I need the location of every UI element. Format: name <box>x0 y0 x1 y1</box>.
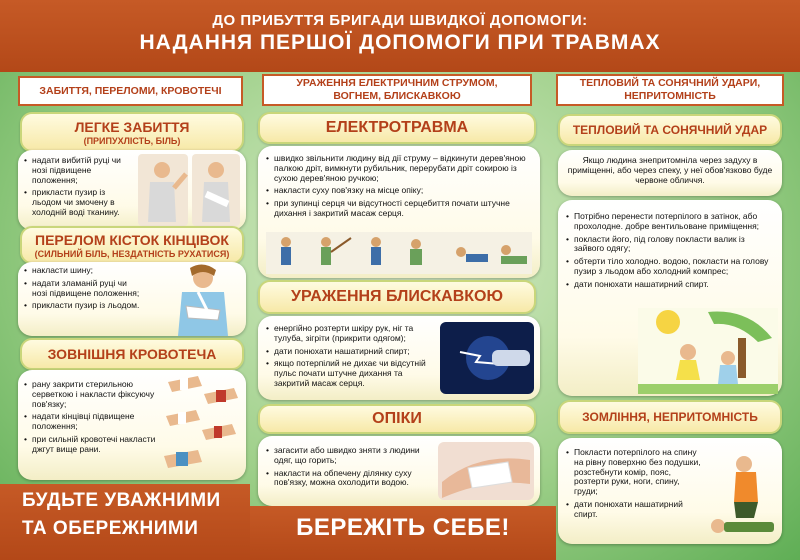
lightning-item-3: • якщо потерпілий не дихає чи відсутній пульс почати штучне дихання та закритий масаж серця. <box>266 359 434 388</box>
fainting-card <box>558 438 782 544</box>
title-line-2: НАДАННЯ ПЕРШОЇ ДОПОМОГИ ПРИ ТРАВМАХ <box>139 31 661 54</box>
burns-title: ОПІКИ <box>372 410 422 427</box>
bruise-illustration <box>136 152 242 228</box>
bleeding-item-3: • при сильній кровотечі накласти джгут вище рани. <box>24 435 156 455</box>
bleeding-illustration <box>158 372 244 476</box>
lightning-item-2: • дати понюхати нашатирний спирт; <box>266 347 434 357</box>
fainting-item-1: • Покласти потерпілого на спину на рівну поверхню без подушки, розстебнути комір, пояс, розтерти руки, ноги, спину, груди; <box>566 448 704 497</box>
fainting-title: ЗОМЛІННЯ, НЕПРИТОМНІСТЬ <box>582 410 758 424</box>
bleeding-card <box>18 370 246 480</box>
burns-item-2: • накласти на обпечену ділянку суху пов'язку, можна охолодити водою. <box>266 469 432 489</box>
fracture-title: ПЕРЕЛОМ КІСТОК КІНЦІВОК <box>35 231 229 248</box>
footer-line-2: ТА ОБЕРЕЖНИМИ <box>22 518 199 539</box>
column-header-left: ЗАБИТТЯ, ПЕРЕЛОМИ, КРОВОТЕЧІ <box>18 76 243 106</box>
burns-item-1: • загасити або швидко зняти з людини одяг, що горить; <box>266 446 432 466</box>
burns-illustration <box>438 442 534 500</box>
bleeding-item-2: • надати кінцівці підвищене положення; <box>24 412 156 432</box>
fainting-illustration <box>706 452 778 540</box>
fracture-list <box>24 266 144 314</box>
heatstroke-card <box>558 200 782 396</box>
electro-heading <box>258 112 536 144</box>
lightning-list <box>266 324 434 392</box>
bruise-item-1: • надати вибитій руці чи нозі підвищене положення; <box>24 156 128 185</box>
electro-title: ЕЛЕКТРОТРАВМА <box>325 119 469 136</box>
electro-item-2: • накласти суху пов'язку на місце опіку; <box>266 186 532 196</box>
heatstroke-item-2: • покласти його, під голову покласти валик із зайвого одягу; <box>566 235 776 255</box>
bleeding-list <box>24 380 156 457</box>
heatstroke-intro-card <box>558 150 782 196</box>
bleeding-heading <box>20 338 244 370</box>
electro-illustration <box>266 232 532 274</box>
title-banner <box>0 0 800 72</box>
bruise-item-2: • прикласти пузир із льодом чи змочену в холодній воді тканину. <box>24 188 128 217</box>
heatstroke-intro: Якщо людина знепритомніла через задуху в приміщенні, або через спеку, у неї обов'язково буде червоне обличчя. <box>567 155 773 185</box>
heatstroke-heading <box>558 114 782 146</box>
fainting-list <box>566 448 704 522</box>
title-line-1: ДО ПРИБУТТЯ БРИГАДИ ШВИДКОЇ ДОПОМОГИ: <box>212 12 588 29</box>
fracture-item-1: • накласти шину; <box>24 266 144 276</box>
footer-left-banner <box>0 484 250 560</box>
bruise-list <box>24 156 128 221</box>
fracture-card <box>18 262 246 336</box>
bruise-card <box>18 150 246 230</box>
footer-line-1: БУДЬТЕ УВАЖНИМИ <box>22 490 221 511</box>
fainting-item-2: • дати понюхати нашатирний спирт. <box>566 500 704 520</box>
bleeding-title: ЗОВНІШНЯ КРОВОТЕЧА <box>47 346 217 362</box>
bruise-title: ЛЕГКЕ ЗАБИТТЯ <box>74 118 190 135</box>
electro-list <box>266 154 532 222</box>
lightning-item-1: • енергійно розтерти шкіру рук, ніг та тулуба, зігріти (прикрити одягом); <box>266 324 434 344</box>
heatstroke-item-1: • Потрібно перенести потерпілого в затінок, або прохолодне. добре вентильоване приміщення; <box>566 212 776 232</box>
heatstroke-title: ТЕПЛОВИЙ ТА СОНЯЧНИЙ УДАР <box>572 123 768 137</box>
heatstroke-item-3: • обтерти тіло холодно. водою, покласти на голову пузир з льодом або холодний компрес; <box>566 257 776 277</box>
bruise-heading <box>20 112 244 152</box>
footer-center-text: БЕРЕЖІТЬ СЕБЕ! <box>296 514 510 541</box>
fracture-item-2: • надати зламаній руці чи нозі підвищене положення; <box>24 279 144 299</box>
column-header-right: ТЕПЛОВИЙ ТА СОНЯЧНИЙ УДАРИ, НЕПРИТОМНІСТЬ <box>556 74 784 106</box>
heatstroke-list <box>566 212 776 292</box>
burns-list <box>266 446 432 491</box>
heatstroke-item-4: • дати понюхати нашатирний спирт. <box>566 280 776 290</box>
fracture-illustration <box>168 264 238 336</box>
lightning-title: УРАЖЕННЯ БЛИСКАВКОЮ <box>291 288 503 305</box>
electro-item-3: • при зупинці серця чи відсутності серцебиття почати штучне дихання і закритий масаж серця. <box>266 199 532 219</box>
lightning-illustration <box>440 322 534 394</box>
fracture-subtitle: (СИЛЬНИЙ БІЛЬ, НЕЗДАТНІСТЬ РУХАТИСЯ) <box>34 248 230 259</box>
burns-heading <box>258 404 536 434</box>
burns-card <box>258 436 540 506</box>
column-header-middle: УРАЖЕННЯ ЕЛЕКТРИЧНИМ СТРУМОМ, ВОГНЕМ, БЛИСКАВКОЮ <box>262 74 532 106</box>
fracture-heading <box>20 226 244 264</box>
fracture-item-3: • прикласти пузир із льодом. <box>24 301 144 311</box>
lightning-heading <box>258 280 536 314</box>
bruise-subtitle: (ПРИПУХЛІСТЬ, БІЛЬ) <box>83 135 181 146</box>
footer-center-banner <box>250 506 556 560</box>
electro-item-1: • швидко звільнити людину від дії струму – відкинути дерев'яною палкою дріт, вимкнути рубильник, перерубати дріт сокирою із сухою дерев'яною ручкою; <box>266 154 532 183</box>
fainting-heading <box>558 400 782 434</box>
heatstroke-illustration <box>638 308 778 394</box>
electro-card <box>258 146 540 278</box>
bleeding-item-1: • рану закрити стерильною серветкою і накласти фіксуючу пов'язку; <box>24 380 156 409</box>
lightning-card <box>258 316 540 400</box>
